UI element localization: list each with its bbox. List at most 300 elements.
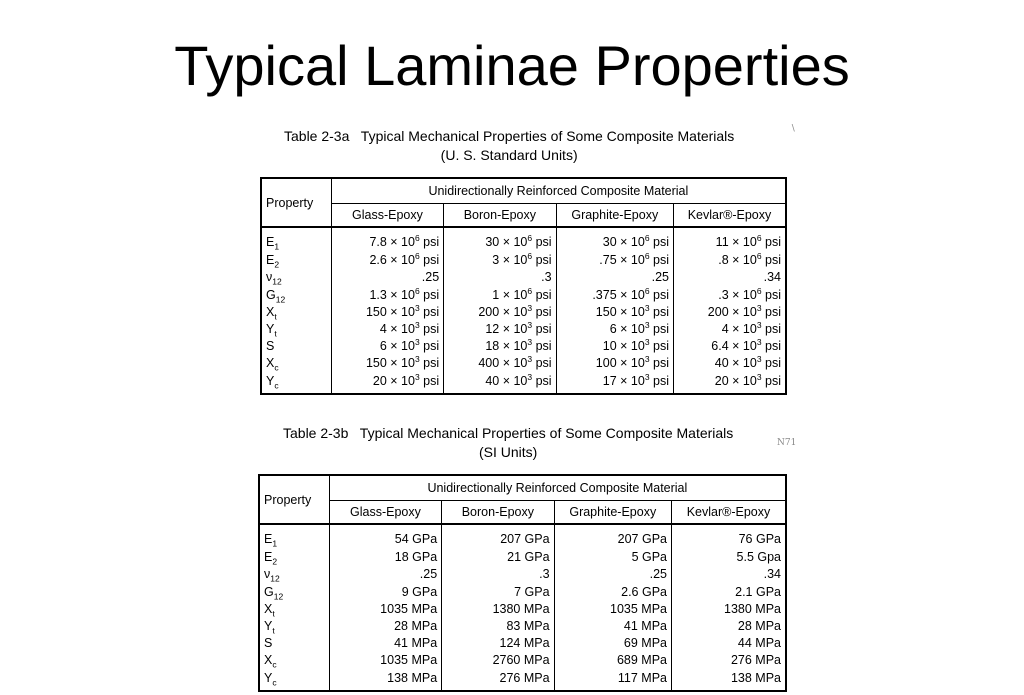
value-mantissa: 4 × 10	[721, 321, 757, 336]
value-cell	[672, 549, 787, 566]
property-symbol	[261, 269, 331, 286]
symbol-subscript: 2	[274, 259, 280, 269]
property-symbol	[261, 337, 331, 354]
value-mantissa: 2.6 × 10	[369, 253, 415, 268]
table-row	[261, 320, 786, 337]
value-mantissa: 20 × 10	[714, 373, 757, 388]
value-cell	[442, 524, 554, 549]
value-cell	[331, 269, 443, 286]
value-unit: psi	[649, 253, 669, 268]
value-mantissa: 117 MPa	[617, 670, 667, 685]
value-exponent: 3	[414, 303, 420, 313]
value-mantissa: 150 × 10	[365, 304, 415, 319]
symbol-letter: ν	[266, 270, 273, 285]
property-symbol	[261, 355, 331, 372]
value-mantissa: 20 × 10	[372, 373, 415, 388]
table-row	[259, 549, 786, 566]
table-b-caption-units: (SI Units)	[478, 444, 538, 460]
value-mantissa: 1 × 10	[492, 287, 528, 302]
value-mantissa: .3 × 10	[718, 287, 757, 302]
table-row	[259, 524, 786, 549]
value-mantissa: 5.5 Gpa	[736, 550, 781, 565]
value-cell	[331, 227, 443, 252]
property-symbol	[259, 566, 329, 583]
symbol-letter: Y	[264, 618, 273, 633]
value-mantissa: 40 × 10	[485, 373, 528, 388]
value-cell	[444, 320, 556, 337]
value-mantissa: 18 GPa	[394, 550, 438, 565]
value-mantissa: .25	[419, 567, 438, 582]
value-cell	[554, 549, 671, 566]
symbol-letter: X	[264, 653, 273, 668]
table-row	[261, 337, 786, 354]
symbol-subscript: c	[274, 362, 279, 372]
value-cell	[331, 252, 443, 269]
value-cell	[442, 600, 554, 617]
value-unit: psi	[532, 373, 552, 388]
symbol-letter: Y	[264, 670, 273, 685]
value-mantissa: 41 MPa	[623, 618, 667, 633]
value-unit: psi	[419, 304, 440, 319]
value-mantissa: .375 × 10	[592, 287, 645, 302]
value-cell	[554, 600, 671, 617]
table-row	[259, 652, 786, 669]
value-mantissa: 76 GPa	[738, 532, 781, 547]
value-cell	[329, 669, 441, 691]
symbol-letter: E	[264, 532, 273, 547]
table-row	[259, 617, 786, 634]
value-mantissa: 400 × 10	[478, 356, 528, 371]
group-header: Unidirectionally Reinforced Composite Material	[331, 178, 786, 204]
value-unit: psi	[419, 287, 440, 302]
symbol-letter: X	[266, 304, 275, 319]
value-mantissa: .25	[651, 270, 669, 285]
value-exponent: 3	[527, 354, 533, 365]
value-mantissa: 6 × 10	[609, 321, 645, 336]
value-cell	[444, 303, 556, 320]
table-row	[259, 634, 786, 651]
value-cell	[329, 652, 441, 669]
property-symbol	[259, 617, 329, 634]
table-row	[259, 600, 786, 617]
symbol-letter: S	[266, 339, 275, 354]
value-cell	[442, 652, 554, 669]
value-exponent: 3	[644, 320, 650, 330]
value-mantissa: 21 GPa	[507, 550, 550, 565]
value-cell	[442, 669, 554, 691]
value-cell	[672, 617, 787, 634]
value-unit: psi	[532, 321, 552, 336]
value-mantissa: .75 × 10	[599, 253, 645, 268]
table-si-units	[258, 474, 787, 692]
symbol-letter: G	[264, 584, 274, 599]
value-mantissa: 17 × 10	[602, 373, 645, 388]
value-unit: psi	[532, 253, 552, 268]
value-exponent: 3	[414, 354, 420, 365]
value-unit: psi	[419, 373, 440, 388]
value-cell	[444, 286, 556, 303]
table-b-caption	[283, 424, 733, 462]
material-header: Glass-Epoxy	[331, 204, 443, 228]
value-cell	[331, 286, 443, 303]
value-cell	[329, 600, 441, 617]
property-header: Property	[261, 178, 331, 227]
value-cell	[331, 337, 443, 354]
value-mantissa: .25	[649, 567, 667, 582]
value-mantissa: 100 × 10	[595, 356, 645, 371]
value-exponent: 6	[527, 285, 533, 296]
value-cell	[556, 303, 673, 320]
value-mantissa: 7.8 × 10	[369, 235, 415, 250]
value-mantissa: 41 MPa	[394, 636, 438, 651]
value-unit: psi	[761, 253, 781, 268]
value-cell	[674, 337, 787, 354]
slide-title: Typical Laminae Properties	[174, 34, 850, 97]
value-exponent: 3	[527, 371, 533, 382]
value-cell	[556, 320, 673, 337]
value-cell	[331, 320, 443, 337]
value-cell	[674, 252, 787, 269]
value-cell	[556, 227, 673, 252]
value-cell	[674, 269, 787, 286]
value-cell	[442, 549, 554, 566]
value-mantissa: 276 MPa	[730, 653, 781, 668]
value-mantissa: .3	[539, 567, 550, 582]
value-exponent: 3	[414, 320, 420, 330]
value-cell	[329, 634, 441, 651]
group-header: Unidirectionally Reinforced Composite Material	[329, 475, 786, 501]
property-symbol	[259, 669, 329, 691]
value-cell	[672, 566, 787, 583]
value-cell	[329, 549, 441, 566]
value-cell	[672, 669, 787, 691]
value-cell	[444, 337, 556, 354]
property-symbol	[261, 252, 331, 269]
property-symbol	[261, 286, 331, 303]
material-header: Boron-Epoxy	[444, 204, 556, 228]
symbol-subscript: t	[274, 328, 277, 338]
table-b-caption-title: Table 2-3b Typical Mechanical Properties of Some Composite Materials	[283, 425, 734, 441]
value-cell	[554, 669, 671, 691]
property-symbol	[259, 524, 329, 549]
symbol-letter: X	[266, 356, 275, 371]
value-exponent: 3	[756, 303, 762, 313]
value-mantissa: 1035 MPa	[610, 601, 667, 616]
value-exponent: 3	[644, 354, 650, 365]
value-mantissa: .34	[763, 567, 781, 582]
value-unit: psi	[532, 304, 552, 319]
value-cell	[556, 372, 673, 394]
value-unit: psi	[649, 304, 669, 319]
value-exponent: 6	[644, 251, 650, 261]
table-row	[259, 583, 786, 600]
symbol-subscript: 1	[274, 241, 280, 252]
value-cell	[556, 337, 673, 354]
value-cell	[556, 269, 673, 286]
symbol-subscript: 1	[272, 538, 278, 549]
property-header: Property	[259, 475, 329, 524]
value-mantissa: 40 × 10	[714, 356, 757, 371]
margin-note-b: N71	[777, 438, 797, 448]
value-mantissa: 1380 MPa	[492, 601, 550, 616]
table-a-caption	[284, 127, 734, 165]
value-exponent: 3	[644, 371, 650, 382]
value-cell	[674, 372, 787, 394]
value-cell	[331, 355, 443, 372]
value-cell	[442, 617, 554, 634]
value-exponent: 3	[756, 371, 762, 382]
property-symbol	[261, 320, 331, 337]
value-unit: psi	[649, 373, 669, 388]
value-unit: psi	[419, 356, 440, 371]
value-unit: psi	[761, 356, 781, 371]
value-mantissa: .8 × 10	[718, 253, 757, 268]
value-mantissa: 2.1 GPa	[735, 584, 781, 599]
property-symbol	[259, 583, 329, 600]
value-mantissa: 138 MPa	[387, 670, 438, 685]
table-a-caption-units: (U. S. Standard Units)	[440, 147, 578, 163]
table-us-units	[260, 177, 787, 395]
value-exponent: 6	[756, 251, 762, 261]
value-exponent: 6	[414, 251, 420, 261]
symbol-letter: E	[264, 550, 273, 565]
value-exponent: 6	[756, 233, 762, 244]
property-symbol	[259, 600, 329, 617]
value-mantissa: 54 GPa	[394, 532, 438, 547]
value-unit: psi	[649, 339, 669, 354]
value-cell	[444, 227, 556, 252]
value-cell	[329, 566, 441, 583]
value-exponent: 3	[756, 337, 762, 347]
value-exponent: 3	[756, 320, 762, 330]
value-unit: psi	[532, 339, 552, 354]
value-cell	[672, 600, 787, 617]
value-cell	[331, 372, 443, 394]
value-unit: psi	[419, 339, 440, 354]
table-row	[261, 372, 786, 394]
table-row	[259, 566, 786, 583]
value-exponent: 3	[527, 337, 533, 347]
table-body	[259, 524, 786, 691]
value-mantissa: 200 × 10	[478, 304, 528, 319]
value-mantissa: 138 MPa	[730, 670, 781, 685]
symbol-subscript: t	[272, 625, 275, 635]
value-unit: psi	[419, 321, 440, 336]
symbol-subscript: 12	[275, 294, 286, 304]
value-cell	[672, 652, 787, 669]
property-symbol	[259, 549, 329, 566]
value-mantissa: 6.4 × 10	[711, 339, 757, 354]
value-cell	[674, 227, 787, 252]
symbol-subscript: 12	[273, 591, 284, 601]
symbol-subscript: t	[272, 608, 275, 618]
symbol-subscript: t	[274, 311, 277, 321]
value-exponent: 3	[414, 371, 420, 382]
value-cell	[674, 286, 787, 303]
value-mantissa: 207 GPa	[500, 532, 550, 547]
property-symbol	[261, 227, 331, 252]
value-unit: psi	[649, 356, 669, 371]
value-cell	[556, 252, 673, 269]
value-cell	[442, 634, 554, 651]
value-unit: psi	[761, 304, 781, 319]
value-mantissa: 30 × 10	[602, 235, 645, 250]
table-row	[261, 269, 786, 286]
value-cell	[329, 583, 441, 600]
value-cell	[674, 303, 787, 320]
symbol-letter: X	[264, 601, 273, 616]
value-mantissa: 1035 MPa	[380, 601, 438, 616]
value-exponent: 6	[644, 233, 650, 244]
symbol-subscript: c	[272, 659, 277, 669]
value-unit: psi	[649, 321, 669, 336]
value-mantissa: 124 MPa	[499, 636, 550, 651]
value-mantissa: 689 MPa	[616, 653, 667, 668]
symbol-letter: Y	[266, 321, 275, 336]
value-cell	[672, 634, 787, 651]
value-cell	[444, 269, 556, 286]
value-mantissa: 7 GPa	[514, 584, 550, 599]
value-exponent: 6	[527, 233, 533, 244]
table-body	[261, 227, 786, 394]
value-mantissa: 4 × 10	[379, 321, 415, 336]
table-row	[259, 669, 786, 691]
value-cell	[329, 524, 441, 549]
value-cell	[674, 355, 787, 372]
value-cell	[554, 583, 671, 600]
value-cell	[672, 524, 787, 549]
value-mantissa: 1035 MPa	[380, 653, 438, 668]
value-cell	[442, 583, 554, 600]
value-mantissa: 207 GPa	[617, 532, 667, 547]
value-cell	[554, 566, 671, 583]
value-exponent: 3	[527, 303, 533, 313]
value-unit: psi	[761, 339, 781, 354]
value-mantissa: 44 MPa	[737, 636, 781, 651]
value-unit: psi	[649, 287, 669, 302]
value-mantissa: 2760 MPa	[492, 653, 550, 668]
value-mantissa: 276 MPa	[499, 670, 550, 685]
value-cell	[556, 286, 673, 303]
symbol-letter: E	[266, 235, 275, 250]
value-mantissa: 28 MPa	[394, 618, 438, 633]
value-mantissa: 150 × 10	[365, 356, 415, 371]
property-symbol	[261, 303, 331, 320]
margin-note-a: ∖	[790, 124, 796, 134]
value-mantissa: 5 GPa	[631, 550, 667, 565]
value-cell	[554, 617, 671, 634]
value-exponent: 3	[644, 303, 650, 313]
value-cell	[674, 320, 787, 337]
symbol-letter: G	[266, 287, 276, 302]
value-mantissa: 3 × 10	[492, 253, 528, 268]
property-symbol	[259, 634, 329, 651]
value-unit: psi	[532, 287, 552, 302]
material-header: Kevlar®-Epoxy	[672, 501, 787, 525]
value-exponent: 6	[756, 285, 762, 296]
value-mantissa: 1380 MPa	[724, 601, 781, 616]
value-exponent: 3	[527, 320, 533, 330]
value-mantissa: .3	[541, 270, 552, 285]
value-exponent: 3	[644, 337, 650, 347]
material-header: Kevlar®-Epoxy	[674, 204, 787, 228]
symbol-letter: S	[264, 636, 273, 651]
value-exponent: 6	[414, 233, 420, 244]
table-row	[261, 252, 786, 269]
value-mantissa: .34	[763, 270, 781, 285]
value-cell	[444, 355, 556, 372]
value-unit: psi	[761, 321, 781, 336]
value-unit: psi	[761, 287, 781, 302]
table-a-caption-title: Table 2-3a Typical Mechanical Properties of Some Composite Materials	[284, 128, 735, 144]
value-mantissa: 2.6 GPa	[621, 584, 667, 599]
value-unit: psi	[419, 235, 440, 250]
value-mantissa: 6 × 10	[379, 339, 415, 354]
value-cell	[554, 634, 671, 651]
value-mantissa: 69 MPa	[623, 636, 667, 651]
symbol-subscript: 12	[272, 276, 282, 286]
symbol-subscript: 2	[272, 556, 278, 566]
value-mantissa: 28 MPa	[737, 618, 781, 633]
symbol-subscript: 12	[270, 573, 280, 583]
value-mantissa: 1.3 × 10	[369, 287, 415, 302]
value-mantissa: 10 × 10	[602, 339, 645, 354]
value-cell	[444, 252, 556, 269]
value-mantissa: 11 × 10	[715, 235, 757, 250]
material-header: Graphite-Epoxy	[556, 204, 673, 228]
value-cell	[444, 372, 556, 394]
value-exponent: 6	[644, 285, 650, 296]
value-cell	[329, 617, 441, 634]
table-row	[261, 303, 786, 320]
value-mantissa: 200 × 10	[707, 304, 757, 319]
value-unit: psi	[532, 356, 552, 371]
symbol-letter: E	[266, 253, 275, 268]
symbol-letter: Y	[266, 373, 275, 388]
value-mantissa: 30 × 10	[485, 235, 528, 250]
value-exponent: 6	[414, 285, 420, 296]
symbol-subscript: c	[274, 380, 279, 391]
material-header: Graphite-Epoxy	[554, 501, 671, 525]
table-row	[261, 355, 786, 372]
value-mantissa: 150 × 10	[595, 304, 645, 319]
value-mantissa: 18 × 10	[485, 339, 528, 354]
value-exponent: 6	[527, 251, 533, 261]
property-symbol	[261, 372, 331, 394]
material-header: Glass-Epoxy	[329, 501, 441, 525]
value-mantissa: 9 GPa	[401, 584, 438, 599]
value-unit: psi	[532, 235, 552, 250]
symbol-subscript: c	[272, 677, 277, 688]
table-row	[261, 227, 786, 252]
value-cell	[672, 583, 787, 600]
table-row	[261, 286, 786, 303]
symbol-letter: ν	[264, 567, 271, 582]
material-header: Boron-Epoxy	[442, 501, 554, 525]
value-unit: psi	[761, 235, 781, 250]
value-unit: psi	[649, 235, 669, 250]
value-mantissa: 83 MPa	[506, 618, 550, 633]
value-cell	[442, 566, 554, 583]
value-cell	[554, 524, 671, 549]
value-cell	[554, 652, 671, 669]
value-unit: psi	[419, 253, 440, 268]
value-unit: psi	[761, 373, 781, 388]
value-cell	[556, 355, 673, 372]
value-cell	[331, 303, 443, 320]
value-exponent: 3	[756, 354, 762, 365]
property-symbol	[259, 652, 329, 669]
